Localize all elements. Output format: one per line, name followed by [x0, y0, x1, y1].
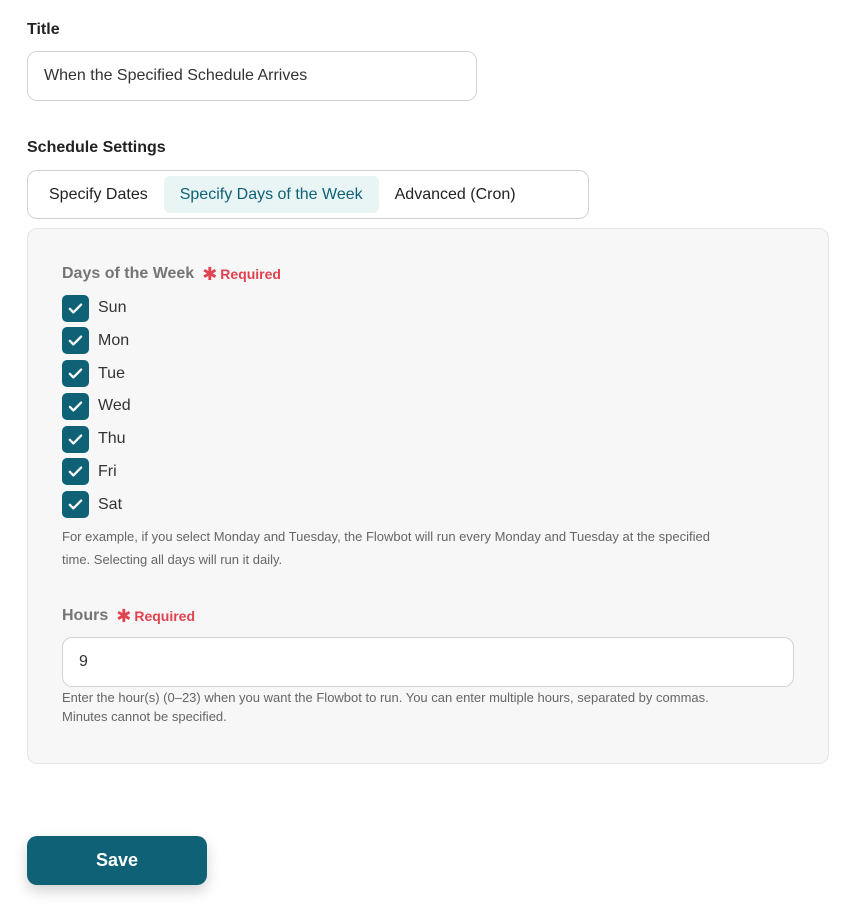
title-label: Title	[27, 21, 60, 38]
hours-help-text	[62, 688, 802, 726]
days-help-text	[62, 525, 802, 571]
checkbox-checked-icon[interactable]	[62, 295, 89, 322]
tab-specify-dates[interactable]: Specify Dates	[49, 185, 148, 203]
day-option-fri[interactable]	[62, 459, 131, 485]
day-label: Thu	[98, 430, 126, 448]
checkbox-checked-icon[interactable]	[62, 393, 89, 420]
schedule-settings-label: Schedule Settings	[27, 139, 166, 156]
day-label: Mon	[98, 331, 130, 349]
days-of-week-label: Days of the Week	[62, 265, 195, 282]
schedule-panel	[27, 228, 829, 764]
hours-input[interactable]	[62, 637, 794, 687]
day-option-tue[interactable]	[62, 361, 131, 387]
required-badge	[202, 265, 281, 283]
day-label: Wed	[98, 397, 131, 415]
days-of-week-heading	[62, 265, 281, 283]
day-option-wed[interactable]	[62, 393, 131, 419]
required-label: Required	[220, 266, 281, 282]
day-label: Fri	[98, 462, 117, 480]
asterisk-icon: ✱	[116, 606, 132, 626]
days-help-line: For example, if you select Monday and Tuesday, the Flowbot will run every Monday and Tuesday at the specified	[62, 529, 710, 544]
day-option-thu[interactable]	[62, 426, 131, 452]
title-input[interactable]	[27, 51, 477, 101]
day-option-sun[interactable]	[62, 295, 131, 321]
hours-input-value: 9	[79, 653, 88, 670]
checkbox-checked-icon[interactable]	[62, 491, 89, 518]
day-label: Sun	[98, 299, 127, 316]
hours-help-line: Enter the hour(s) (0–23) when you want the Flowbot to run. You can enter multiple hours, separated by commas.	[62, 690, 709, 705]
tab-specify-days-of-week[interactable]: Specify Days of the Week	[164, 176, 379, 213]
day-label: Sat	[98, 495, 123, 513]
hours-help-line: Minutes cannot be specified.	[62, 709, 227, 724]
days-help-line: time. Selecting all days will run it daily.	[62, 552, 283, 567]
checkbox-checked-icon[interactable]	[62, 458, 89, 485]
title-input-value: When the Specified Schedule Arrives	[44, 67, 308, 84]
checkbox-checked-icon[interactable]	[62, 360, 89, 387]
days-checkbox-list	[62, 295, 131, 525]
save-button[interactable]: Save	[27, 836, 207, 885]
checkbox-checked-icon[interactable]	[62, 327, 89, 354]
day-option-sat[interactable]	[62, 492, 131, 518]
tab-advanced-cron[interactable]: Advanced (Cron)	[394, 185, 516, 203]
checkbox-checked-icon[interactable]	[62, 426, 89, 453]
day-label: Tue	[98, 364, 125, 382]
asterisk-icon: ✱	[202, 264, 218, 284]
required-label: Required	[134, 608, 196, 624]
day-option-mon[interactable]	[62, 328, 131, 354]
hours-label: Hours	[62, 607, 109, 624]
schedule-tabs	[27, 170, 589, 219]
required-badge	[116, 607, 195, 625]
hours-heading	[62, 607, 195, 625]
